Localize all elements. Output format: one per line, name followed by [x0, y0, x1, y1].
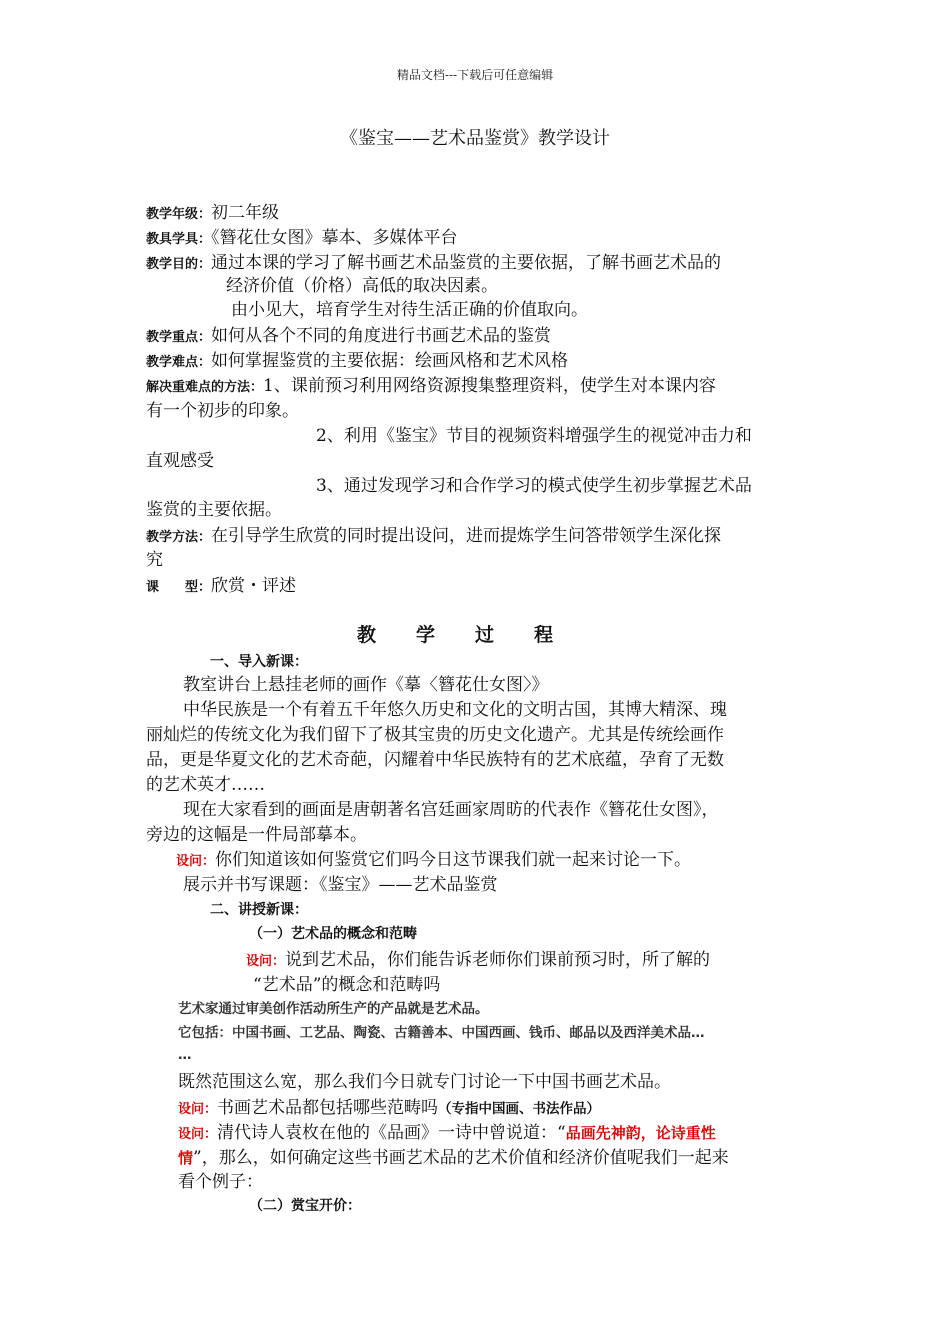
s2-q3-quote2: 情	[178, 1149, 194, 1167]
s1-question-text: 你们知道该如何鉴赏它们吗今日这节课我们就一起来讨论一下。	[215, 850, 692, 870]
info-type	[146, 576, 296, 596]
s2-paragraph: 既然范围这么宽，那么我们今日就专门讨论一下中国书画艺术品。	[178, 1072, 671, 1092]
key-label: 教学重点：	[146, 330, 212, 345]
diff-value: 如何掌握鉴赏的主要依据：绘画风格和艺术风格	[211, 351, 569, 371]
info-key	[146, 326, 551, 346]
info-difficulty	[146, 351, 568, 371]
goal-line1: 通过本课的学习了解书画艺术品鉴赏的主要依据，了解书画艺术品的	[211, 253, 722, 273]
method-2a: 2、利用《鉴宝》节目的视频资料增强学生的视觉冲击力和	[316, 426, 752, 446]
method-3a: 3、通过发现学习和合作学习的模式使学生初步掌握艺术品	[316, 476, 752, 496]
method-2b: 直观感受	[146, 451, 214, 471]
s2-includes-a: 它包括：中国书画、工艺品、陶瓷、古籍善本、中国西画、钱币、邮品以及西洋美术品…	[178, 1025, 705, 1041]
goal-line3: 由小见大，培育学生对待生活正确的价值取向。	[231, 300, 588, 320]
s2-q3-text-b: ”，那么，如何确定这些书画艺术品的艺术价值和经济价值呢我们一起来	[193, 1148, 729, 1168]
section2-sub1: （一）艺术品的概念和范畴	[249, 926, 417, 942]
section2-sub2: （二）赏宝开价：	[249, 1198, 361, 1214]
s1-show-topic: 展示并书写课题：《鉴宝》——艺术品鉴赏	[183, 875, 498, 895]
ask-label: 设问：	[176, 854, 216, 869]
method-label: 解决重难点的方法：	[146, 380, 264, 395]
tm-label: 教学方法：	[146, 530, 212, 545]
goal-label: 教学目的：	[146, 257, 212, 272]
method-1a: 1、课前预习利用网络资源搜集整理资料，使学生对本课内容	[263, 376, 716, 396]
section1-title: 一、导入新课：	[210, 654, 308, 670]
info-tools	[146, 228, 458, 248]
s1-para2-a: 中华民族是一个有着五千年悠久历史和文化的文明古国，其博大精深、瑰	[183, 700, 727, 720]
s1-para2-d: 的艺术英才……	[146, 775, 265, 795]
s2-question2	[178, 1098, 600, 1118]
s2-q1-text-a: 说到艺术品，你们能告诉老师你们课前预习时，所了解的	[285, 950, 711, 970]
tools-value: 《簪花仕女图》摹本、多媒体平台	[211, 228, 458, 248]
s1-para2-b: 丽灿烂的传统文化为我们留下了极其宝贵的历史文化遗产。尤其是传统绘画作	[146, 725, 724, 745]
s2-q1-text-b: “艺术品”的概念和范畴吗	[253, 975, 441, 995]
info-method	[146, 376, 716, 396]
s2-question1	[246, 950, 710, 970]
s2-question3-cont	[178, 1148, 729, 1168]
s2-q2-note: （专指中国画、书法作品）	[438, 1101, 601, 1117]
info-grade	[146, 203, 279, 223]
grade-value: 初二年级	[211, 203, 280, 223]
s1-para2-c: 品，更是华夏文化的艺术奇葩，闪耀着中华民族特有的艺术底蕴，孕育了无数	[146, 750, 724, 770]
info-teaching-method	[146, 526, 721, 546]
s2-definition: 艺术家通过审美创作活动所生产的产品就是艺术品。	[178, 1001, 489, 1017]
grade-label: 教学年级：	[146, 207, 212, 222]
s1-para3-b: 旁边的这幅是一件局部摹本。	[146, 825, 367, 845]
key-value: 如何从各个不同的角度进行书画艺术品的鉴赏	[211, 326, 552, 346]
info-goal	[146, 253, 721, 273]
process-heading: 教学过程	[356, 624, 593, 646]
s1-question	[176, 850, 691, 870]
s1-para3-a: 现在大家看到的画面是唐朝著名宫廷画家周昉的代表作《簪花仕女图》，	[183, 800, 719, 820]
method-3b: 鉴赏的主要依据。	[146, 500, 282, 520]
ask-label: 设问：	[178, 1102, 218, 1117]
s2-q3-text-c: 看个例子：	[178, 1172, 263, 1192]
tm-line-a: 在引导学生欣赏的同时提出设问，进而提炼学生问答带领学生深化探	[211, 526, 722, 546]
diff-label: 教学难点：	[146, 355, 212, 370]
type-label: 课 型：	[146, 580, 212, 595]
section2-title: 二、讲授新课：	[210, 902, 308, 918]
tm-line-b: 究	[146, 550, 163, 570]
s2-question3	[178, 1123, 716, 1143]
s2-q3-quote1: 品画先神韵，论诗重性	[565, 1124, 716, 1142]
ask-label: 设问：	[246, 954, 286, 969]
goal-line2: 经济价值（价格）高低的取决因素。	[226, 276, 498, 296]
ask-label: 设问：	[178, 1127, 218, 1142]
document-title: 《鉴宝——艺术品鉴赏》教学设计	[340, 128, 610, 149]
s2-q3-text-a: 清代诗人袁枚在他的《品画》一诗中曾说道：“	[217, 1123, 566, 1143]
s2-includes-b: …	[178, 1047, 192, 1063]
tools-label: 教具学具：	[146, 232, 212, 247]
type-value: 欣赏・评述	[211, 576, 297, 596]
page-header: 精品文档---下载后可任意编辑	[396, 68, 554, 82]
method-1b: 有一个初步的印象。	[146, 401, 299, 421]
s1-para1: 教室讲台上悬挂老师的画作《摹〈簪花仕女图〉》	[183, 675, 549, 695]
s2-q2-text: 书画艺术品都包括哪些范畴吗	[217, 1098, 439, 1118]
